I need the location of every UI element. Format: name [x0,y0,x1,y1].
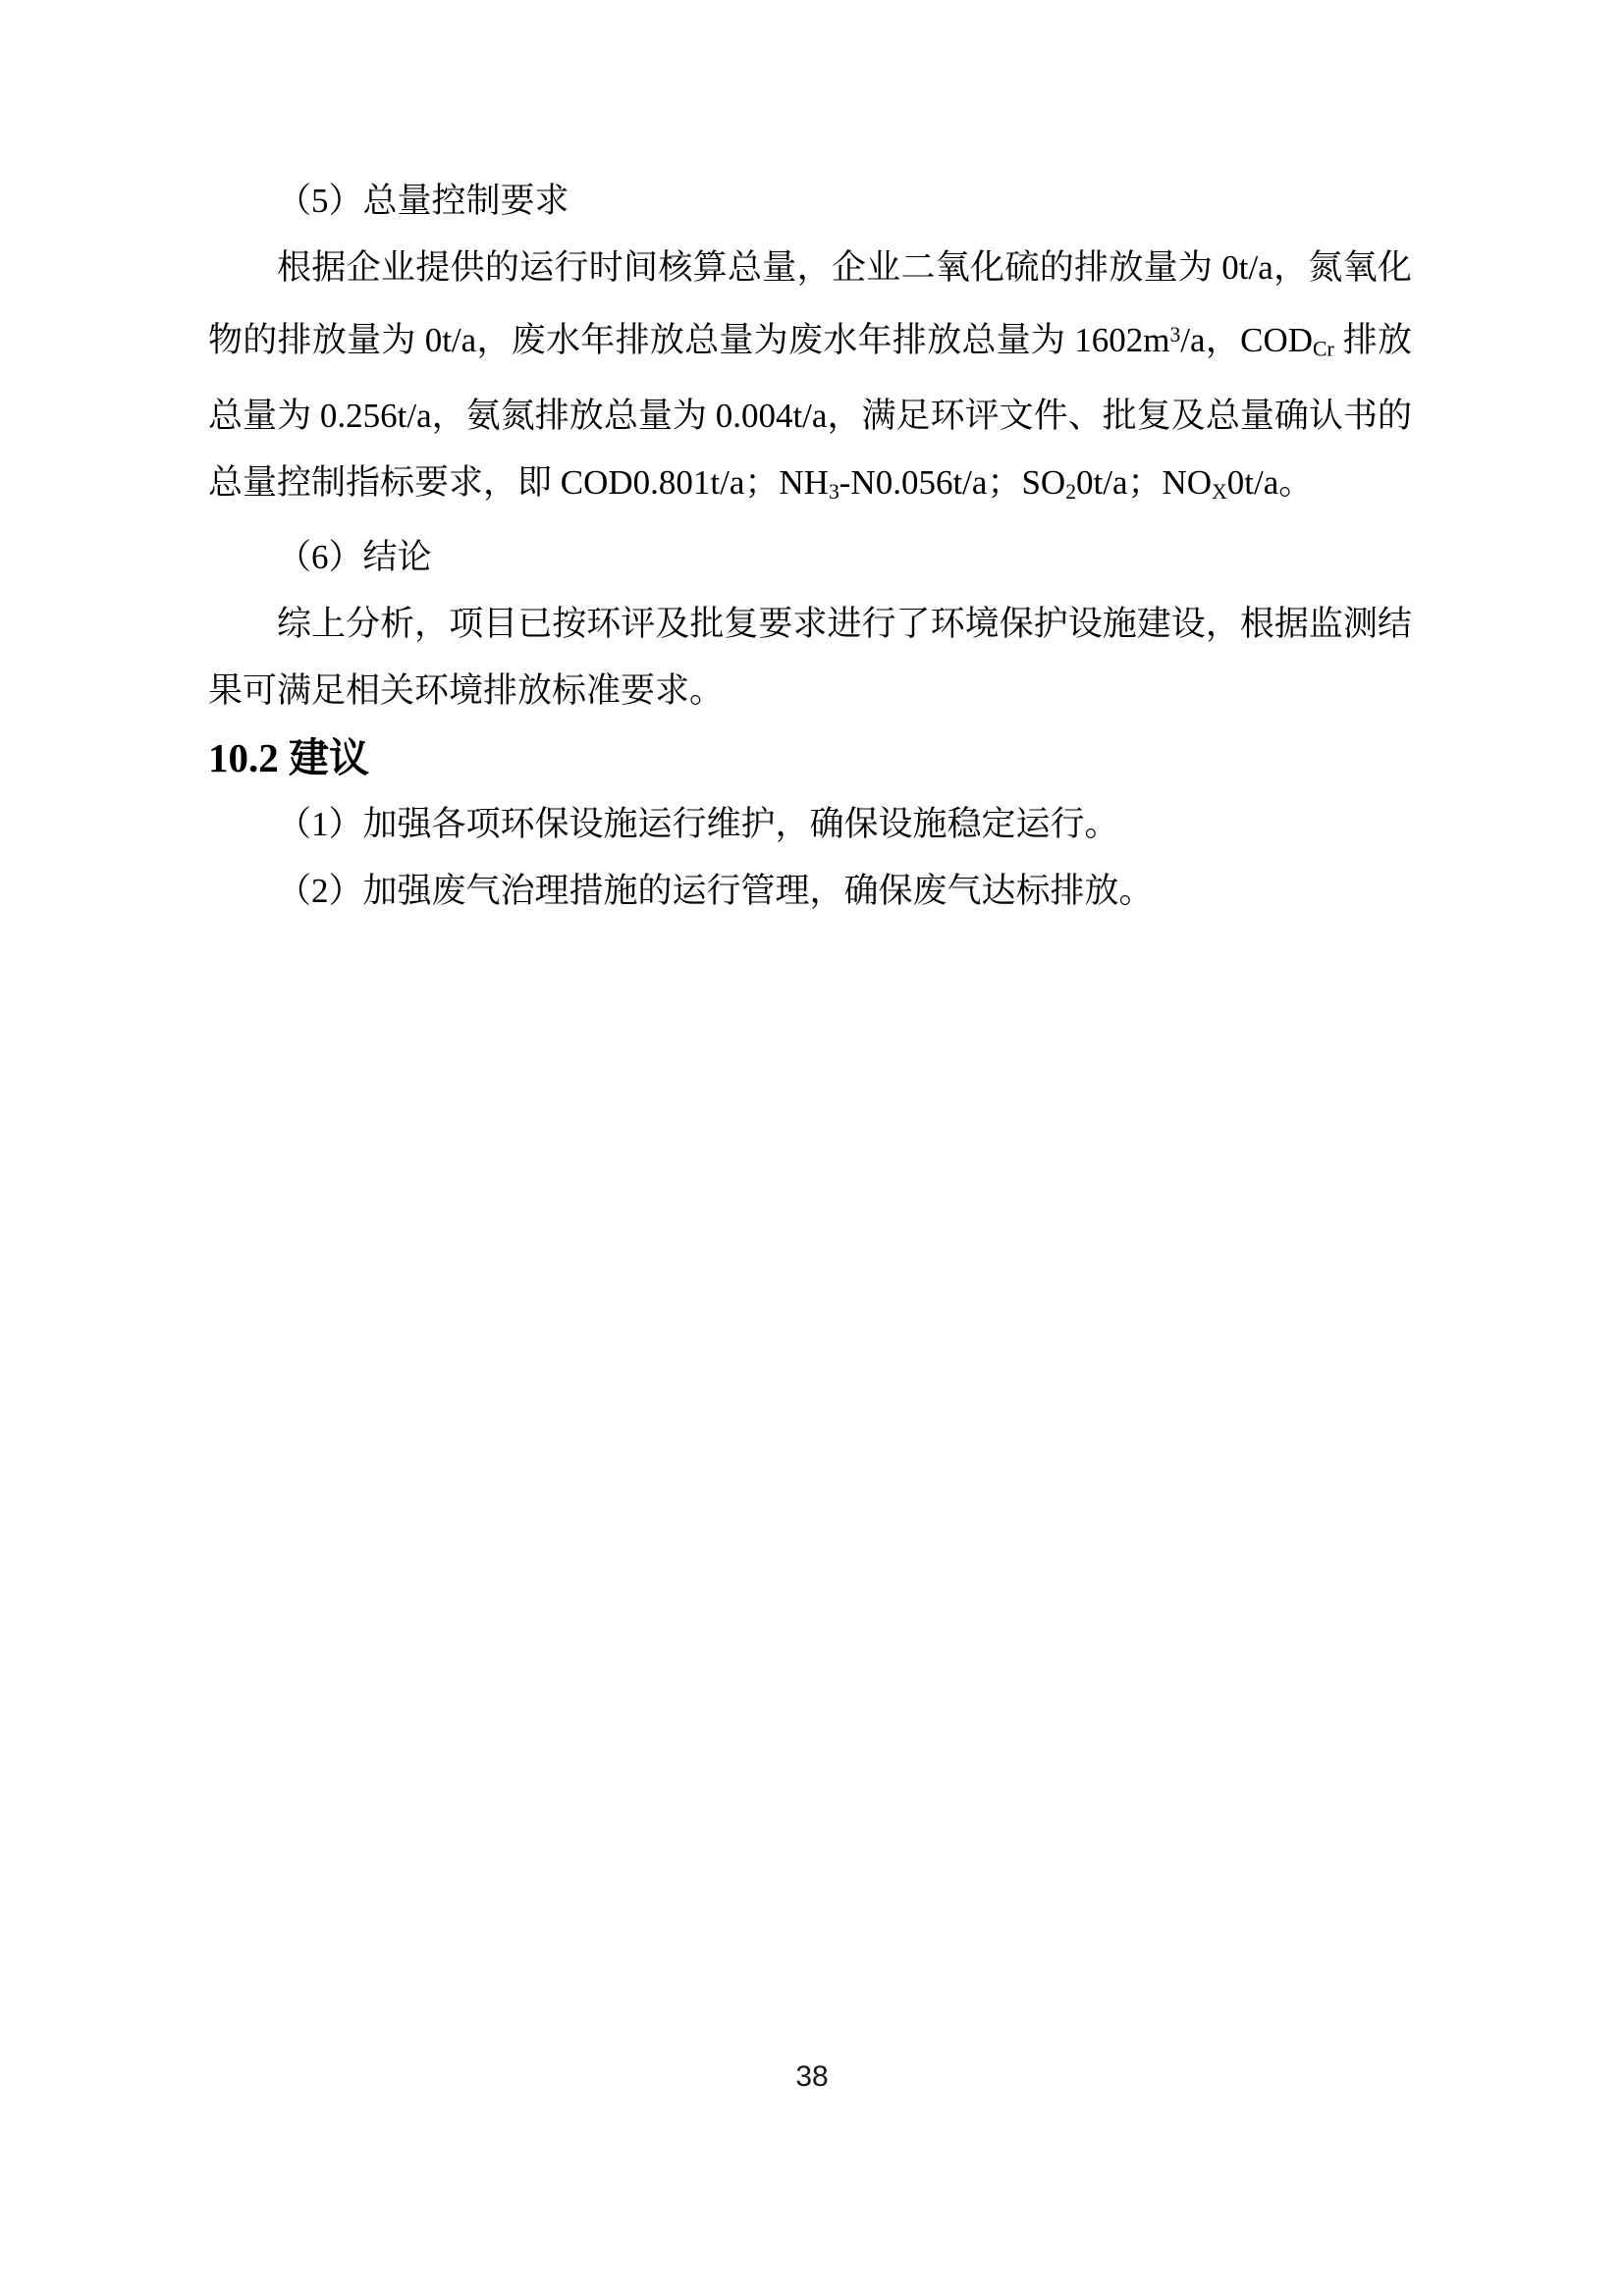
conclusion-paragraph [208,591,1412,724]
text-segment: （1）加强各项环保设施运行维护，确保设施稳定运行。 [277,805,1119,844]
total-control-paragraph [208,235,1412,524]
text-segment: 2 [1065,479,1077,504]
suggestion-2 [208,858,1412,925]
text-segment: （5）总量控制要求 [277,182,569,220]
text-segment: 综上分析，项目已按环评及批复要求进行了环境保护设施建设，根据监测结果可满足相关环境排放标准要求。 [208,605,1412,711]
text-segment: 排放总量为 0.256t/a，氨氮排放总量为 0.004t/a，满足环评文件、批复及总量确认书的总量控制指标要求，即 COD0.801t/a；NH [208,320,1412,502]
item-5-title [208,168,1412,235]
page-number: 38 [795,2060,829,2093]
text-segment: -N0.056t/a；SO [839,462,1066,502]
text-segment: 3 [828,479,839,504]
text-segment: （6）结论 [277,538,432,577]
text-segment: 10.2 建议 [208,735,369,781]
text-segment: （2）加强废气治理措施的运行管理，确保废气达标排放。 [277,872,1154,911]
text-segment: X [1212,479,1227,504]
text-segment: 3 [1169,323,1181,347]
page-content [208,168,1412,925]
text-segment: Cr [1313,337,1334,361]
suggestion-1 [208,791,1412,858]
section-10-2-heading [208,724,1412,791]
text-segment: 0t/a；NO [1076,462,1213,502]
text-segment: 根据企业提供的运行时间核算总量，企业二氧化硫的排放量为 0t/a，氮氧化物的排放量为 0t/a，废水年排放总量为废水年排放总量为 1602m [208,248,1412,359]
text-segment: 0t/a。 [1226,462,1314,502]
text-segment: /a，COD [1180,320,1313,359]
item-6-title [208,524,1412,591]
